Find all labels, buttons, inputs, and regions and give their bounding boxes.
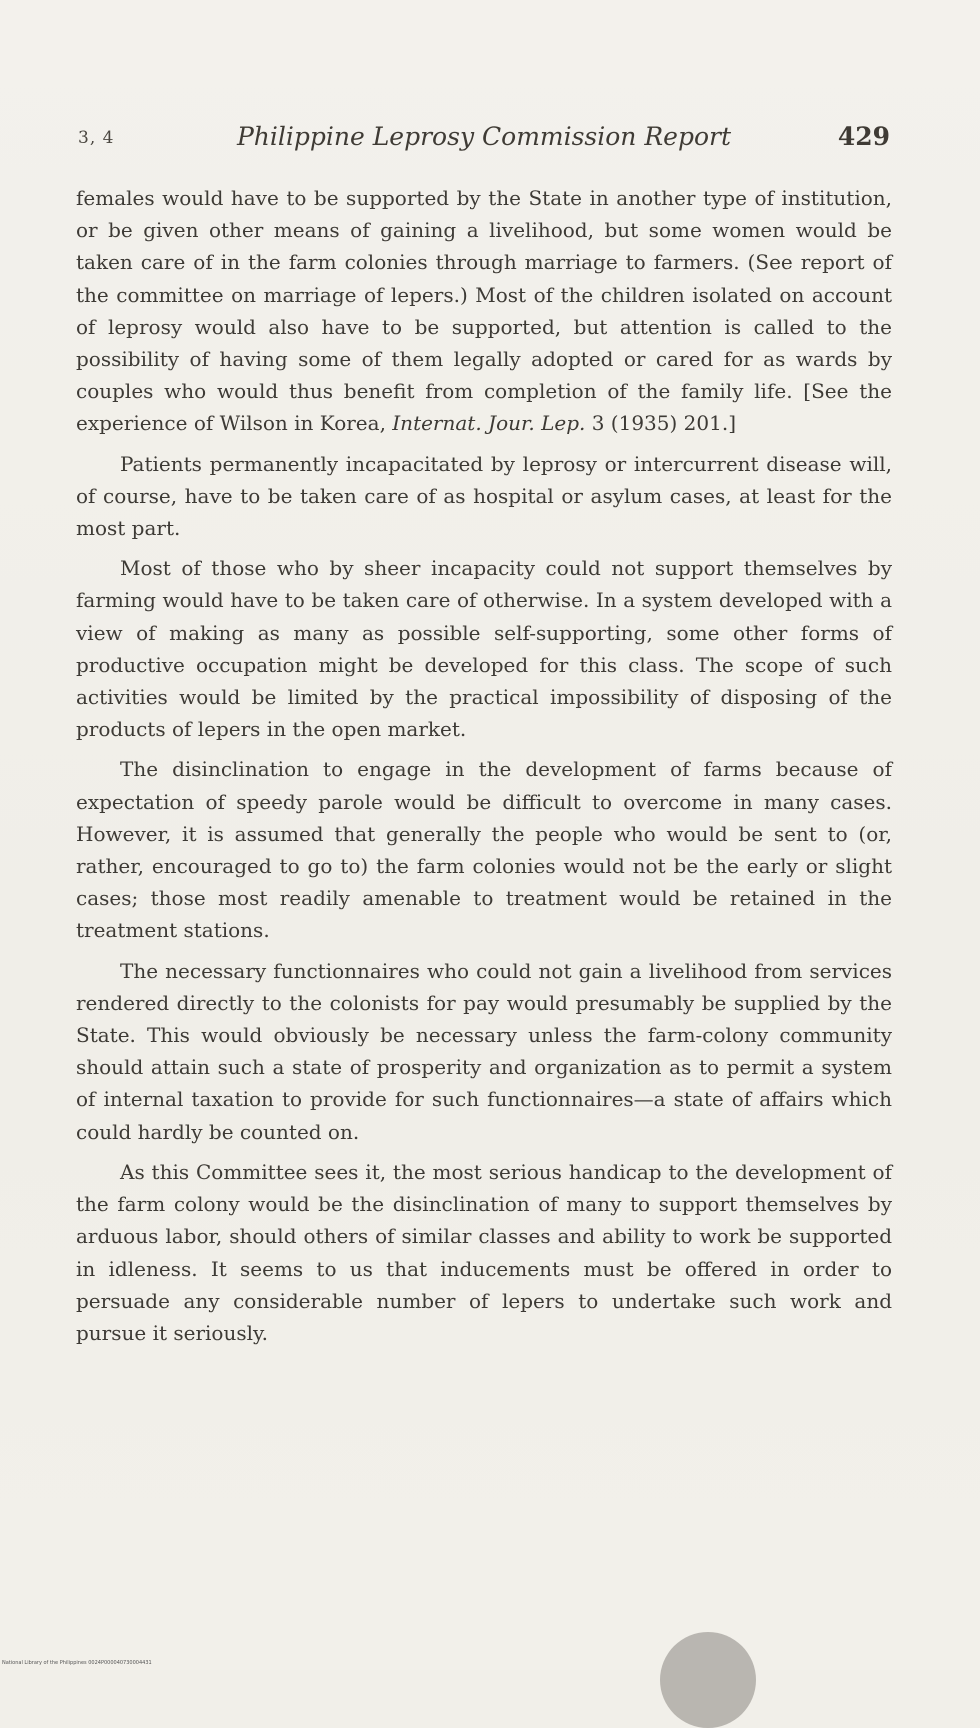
running-head [78, 122, 890, 162]
library-stamp [660, 1632, 756, 1728]
paragraph-6: As this Committee sees it, the most serious handicap to the development of the farm colony would be the disinclination of many to support themselves by arduous labor, should others of similar classes and ability to work be supported in idleness. It seems to us that inducements must be offered in order to persuade any considerable number of lepers to undertake such work and pursue it seriously. [76, 1159, 892, 1345]
paragraph-1 [76, 182, 892, 440]
journal-title: Philippine Leprosy Commission Report [236, 122, 732, 151]
volume-number: 3, 4 [78, 128, 115, 148]
page-number: 429 [837, 122, 890, 151]
paragraph-2: Patients permanently incapacitated by leprosy or intercurrent disease will, of course, have to be taken care of as hospital or asylum cases, at least for the most part. [76, 451, 892, 541]
paragraph-3: Most of those who by sheer incapacity could not support themselves by farming would have to be taken care of otherwise. In a system developed with a view of making as many as possible self-supporting, some other forms of productive occupation might be developed for this class. The scope of such activities would be limited by the practical impossibility of disposing of the products of lepers in the open market. [76, 556, 892, 742]
paragraph-5: The necessary functionnaires who could not gain a livelihood from services rendered directly to the colonists for pay would presumably be supplied by the State. This would obviously be necessary unless the farm-colony community should attain such a state of prosperity and organization as to permit a system of internal taxation to provide for such functionnaires—a state of affairs which could hardly be counted on. [76, 958, 892, 1144]
journal-citation: Internat. Jour. Lep. [392, 411, 586, 436]
paragraph-1-text: females would have to be supported by the State in another type of institution, or be given other means of gaining a livelihood, but some women would be taken care of in the farm colonies through marriage to farmers. (See report of the committee on marriage of lepers.) Most of the children isolated on account of leprosy would also have to be supported, but attention is called to the possibility of having some of them legally adopted or cared for as wards by couples who would thus benefit from completion of the family life. [See the experience of Wilson in Korea, [76, 186, 892, 436]
scan-credit: National Library of the Philippines 0024P000040730004431 [2, 1660, 152, 1666]
body-text [76, 182, 892, 1357]
paragraph-4: The disinclination to engage in the development of farms because of expectation of speedy parole would be difficult to overcome in many cases. However, it is assumed that generally the people who would be sent to (or, rather, encouraged to go to) the farm colonies would not be the early or slight cases; those most readily amenable to treatment would be retained in the treatment stations. [76, 757, 892, 943]
citation-tail: 3 (1935) 201.] [585, 411, 736, 436]
